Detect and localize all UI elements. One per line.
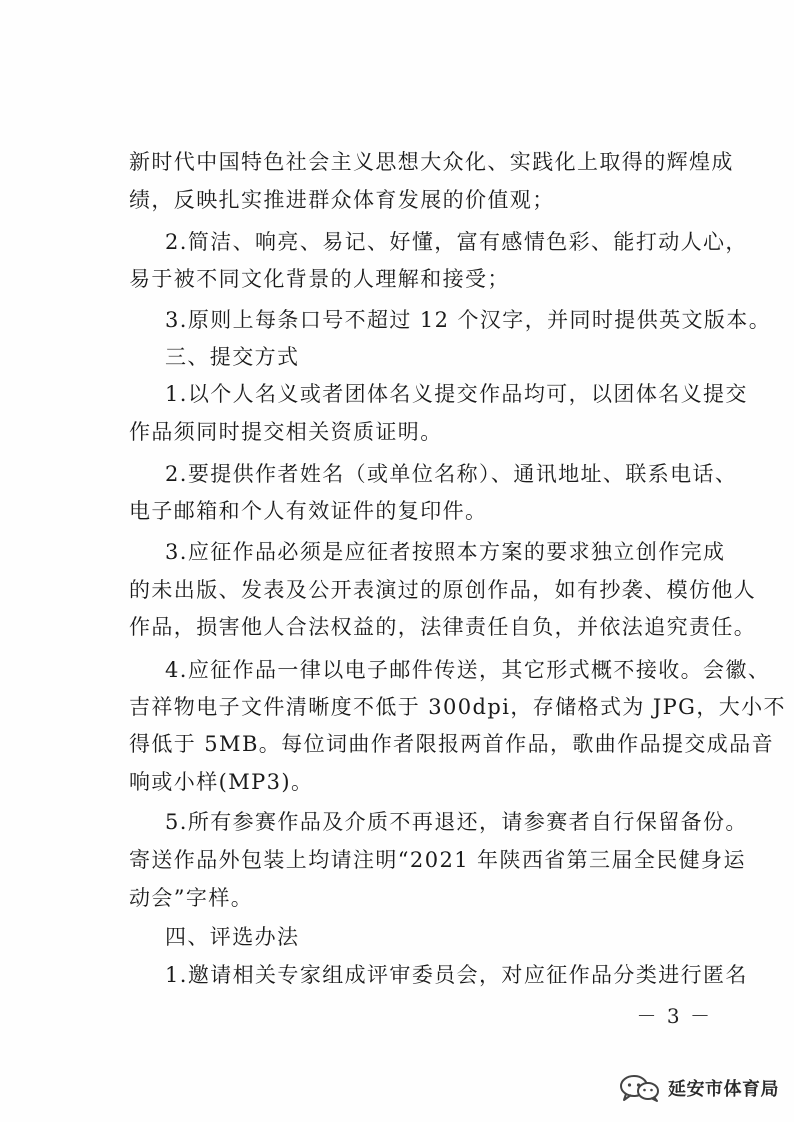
body-line: 3.应征作品必须是应征者按照本方案的要求独立创作完成 [165,540,726,564]
wechat-icon [618,1074,662,1102]
body-line: 4.应征作品一律以电子邮件传送，其它形式概不接收。会徽、 [165,658,771,682]
section-heading: 四、评选办法 [165,925,300,949]
body-line: 3.原则上每条口号不超过 12 个汉字，并同时提供英文版本。 [165,308,772,332]
body-line: 的未出版、发表及公开表演过的原创作品，如有抄袭、模仿他人 [129,578,757,602]
body-line: 5.所有参赛作品及介质不再退还，请参赛者自行保留备份。 [165,810,748,834]
watermark-text: 延安市体育局 [668,1079,779,1100]
body-line: 电子邮箱和个人有效证件的复印件。 [129,499,488,523]
body-line: 2.简洁、响亮、易记、好懂，富有感情色彩、能打动人心， [165,230,748,254]
body-line: 得低于 5MB。每位词曲作者限报两首作品，歌曲作品提交成品音 [129,732,774,756]
body-line: 新时代中国特色社会主义思想大众化、实践化上取得的辉煌成 [129,150,734,174]
body-line: 寄送作品外包装上均请注明“2021 年陕西省第三届全民健身运 [129,848,746,872]
body-line: 响或小样(MP3)。 [129,770,314,794]
body-line: 作品须同时提交相关资质证明。 [129,420,443,444]
body-line: 作品，损害他人合法权益的，法律责任自负，并依法追究责任。 [129,615,757,639]
body-line: 吉祥物电子文件清晰度不低于 300dpi，存储格式为 JPG，大小不 [129,695,786,719]
body-line: 1.以个人名义或者团体名义提交作品均可，以团体名义提交 [165,382,748,406]
body-line: 1.邀请相关专家组成评审委员会，对应征作品分类进行匿名 [165,963,748,987]
page-number: － 3 － [636,1004,712,1028]
source-watermark [618,1074,779,1102]
body-line: 易于被不同文化背景的人理解和接受； [129,267,510,291]
body-line: 2.要提供作者姓名（或单位名称）、通讯地址、联系电话、 [165,462,738,486]
body-line: 绩，反映扎实推进群众体育发展的价值观； [129,188,555,212]
section-heading: 三、提交方式 [165,345,300,369]
body-line: 动会”字样。 [129,886,254,910]
